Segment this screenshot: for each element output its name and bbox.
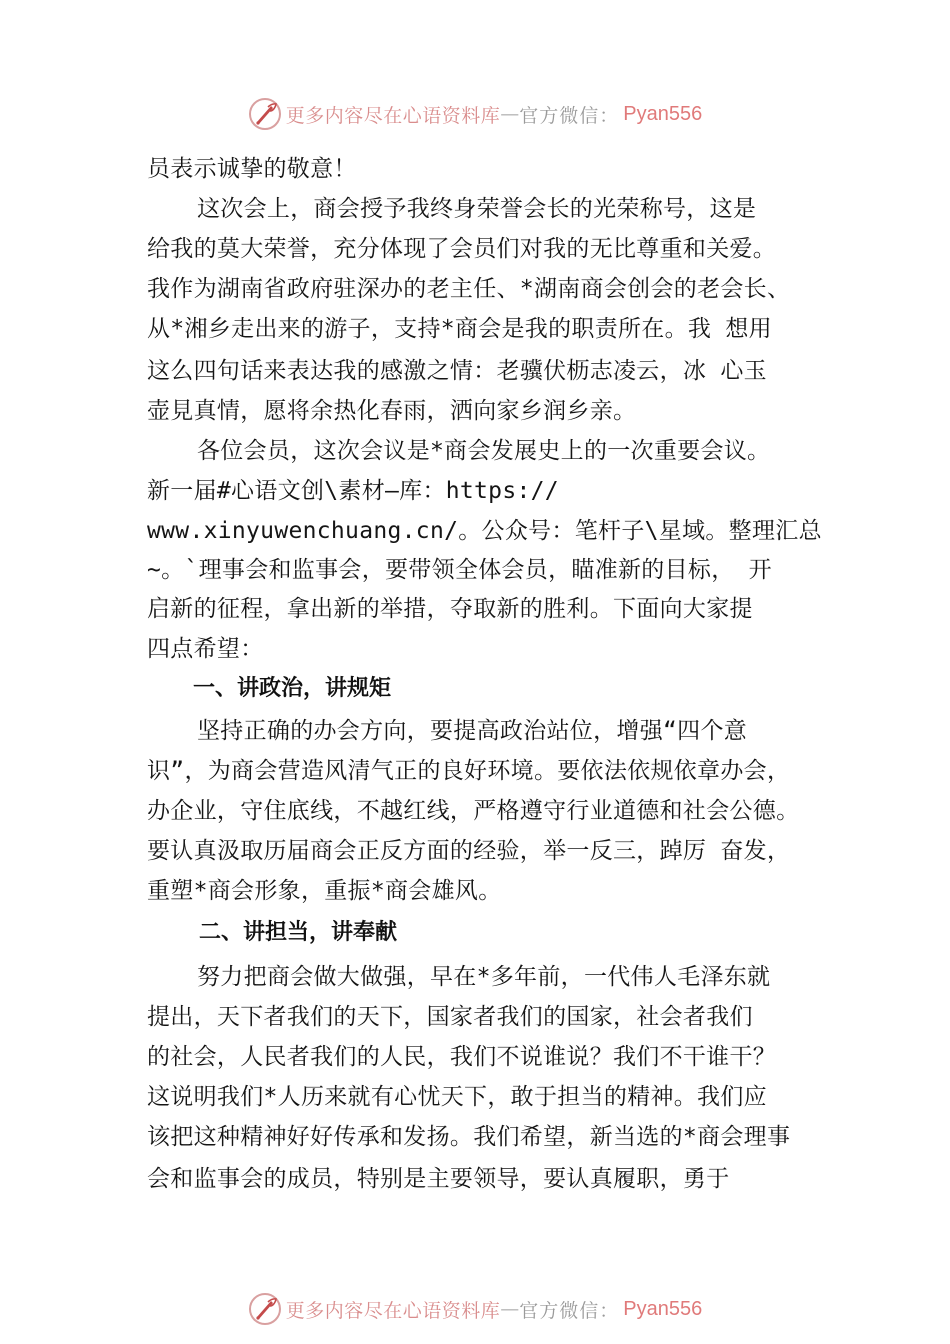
paragraph-line: 重塑*商会形象，重振*商会雄风。	[147, 878, 502, 904]
paragraph-line: 该把这种精神好好传承和发扬。我们希望，新当选的*商会理事	[147, 1124, 791, 1150]
paragraph-line: 各位会员，这次会议是*商会发展史上的一次重要会议。	[197, 438, 771, 464]
paragraph-line: 这么四句话来表达我的感激之情：老骥伏枥志凌云，冰 心玉	[147, 358, 767, 384]
banner-wechat-id: Pyan556	[623, 102, 703, 125]
paragraph-line: 会和监事会的成员，特别是主要领导，要认真履职，勇于	[147, 1166, 730, 1192]
paragraph-line: 员表示诚挚的敬意！	[147, 156, 357, 182]
banner-separator: —	[500, 1298, 520, 1320]
banner-wechat-label: 官方微信：	[519, 104, 620, 127]
quill-logo-icon	[248, 1292, 282, 1326]
paragraph-line: ~。`理事会和监事会，要带领全体会员，瞄准新的目标， 开	[147, 557, 772, 583]
section-heading-1: 一、讲政治，讲规矩	[193, 676, 392, 701]
banner-slogan: 更多内容尽在心语资料库	[285, 1299, 501, 1322]
section-heading-2: 二、讲担当，讲奉献	[199, 920, 398, 945]
header-banner	[0, 94, 950, 134]
paragraph-line: 新一届#心语文创\素材—库：https://	[147, 478, 559, 504]
paragraph-line: 努力把商会做大做强，早在*多年前，一代伟人毛泽东就	[197, 964, 771, 990]
banner-slogan: 更多内容尽在心语资料库	[285, 104, 501, 127]
paragraph-line: 给我的莫大荣誉，充分体现了会员们对我的无比尊重和关爱。	[147, 236, 777, 262]
quill-logo-icon	[248, 97, 282, 131]
footer-banner	[0, 1289, 950, 1329]
paragraph-line: 壶見真情，愿将余热化春雨，洒向家乡润乡亲。	[147, 398, 637, 424]
paragraph-line: 坚持正确的办会方向，要提高政治站位，增强“四个意	[197, 718, 748, 744]
paragraph-line: 办企业，守住底线，不越红线，严格遵守行业道德和社会公德。	[147, 798, 800, 824]
paragraph-line: 提出，天下者我们的天下，国家者我们的国家，社会者我们	[147, 1004, 753, 1030]
paragraph-line: 我作为湖南省政府驻深办的老主任、*湖南商会创会的老会长、	[147, 276, 791, 302]
paragraph-line: 启新的征程，拿出新的举措，夺取新的胜利。下面向大家提	[147, 596, 753, 622]
banner-wechat-id: Pyan556	[623, 1297, 703, 1320]
paragraph-line: 从*湘乡走出来的游子，支持*商会是我的职责所在。我 想用	[147, 316, 772, 342]
banner-separator: —	[500, 103, 520, 125]
paragraph-line: 识”，为商会营造风清气正的良好环境。要依法依规依章办会，	[147, 758, 791, 784]
paragraph-line: 的社会，人民者我们的人民，我们不说谁说？我们不干谁干？	[147, 1044, 777, 1070]
paragraph-line: www.xinyuwenchuang.cn/。公众号：笔杆子\星域。整理汇总	[147, 518, 822, 544]
paragraph-line: 要认真汲取历届商会正反方面的经验，举一反三，踔厉 奋发，	[147, 838, 791, 864]
paragraph-line: 四点希望：	[147, 636, 264, 662]
paragraph-line: 这说明我们*人历来就有心忧天下，敢于担当的精神。我们应	[147, 1084, 767, 1110]
paragraph-line: 这次会上，商会授予我终身荣誉会长的光荣称号，这是	[197, 196, 757, 222]
banner-wechat-label: 官方微信：	[519, 1299, 620, 1322]
